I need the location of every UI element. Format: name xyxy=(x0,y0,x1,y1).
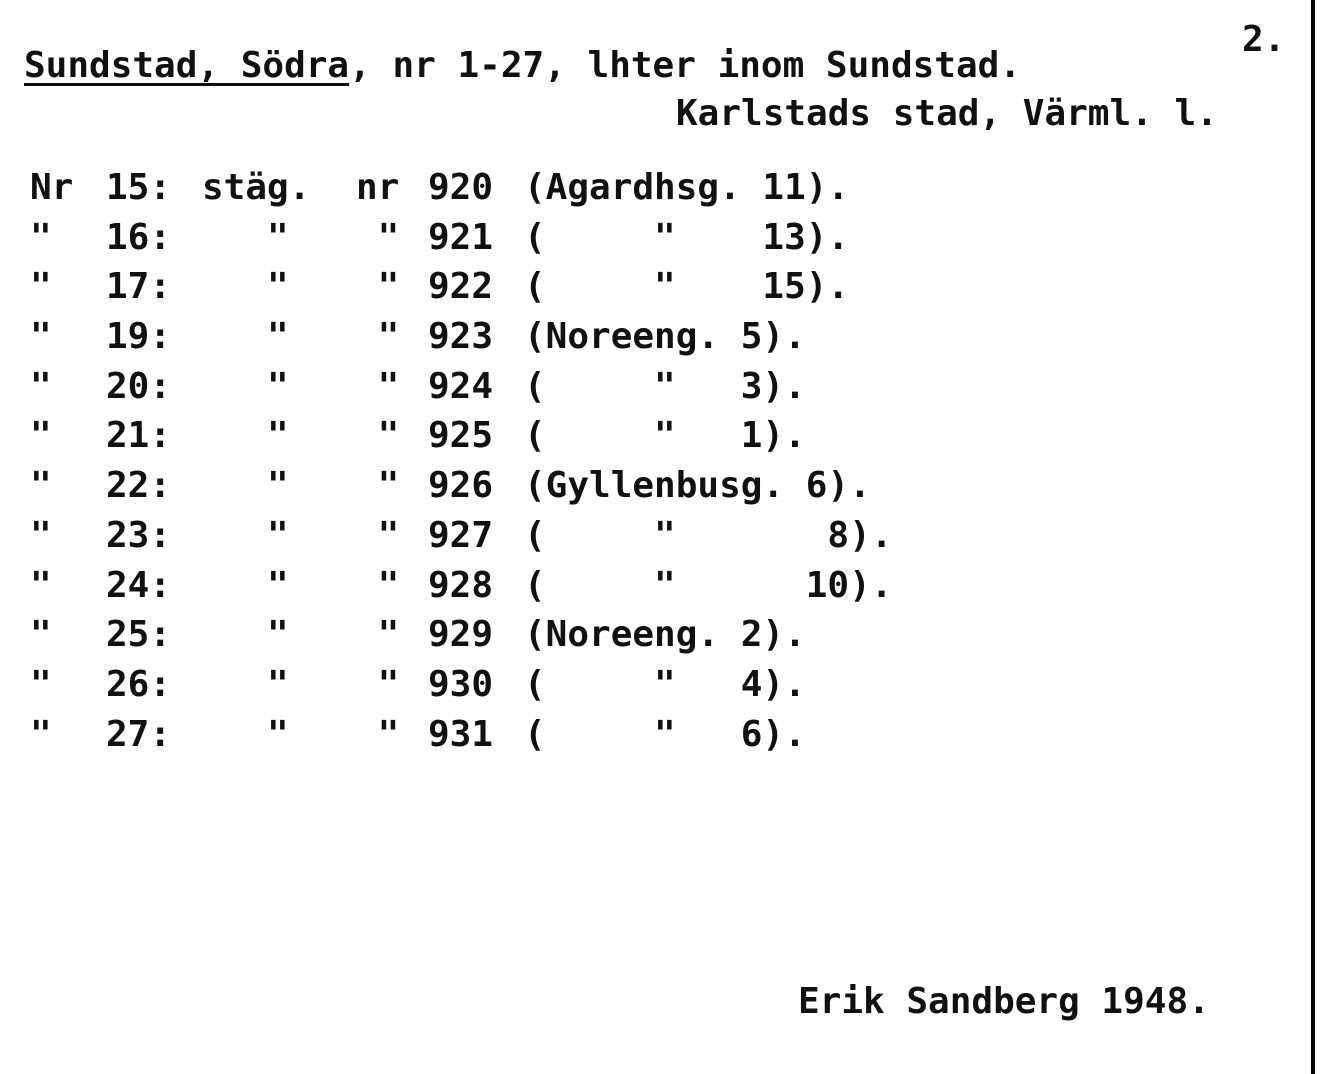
entry-number: 24: xyxy=(106,564,172,606)
title-place-name: Sundstad, Södra xyxy=(24,45,350,86)
entry-address: ( " 4). xyxy=(524,663,806,705)
entry-ditto-prefix: " xyxy=(30,266,52,308)
entry-nr-label: nr xyxy=(356,167,400,208)
entry-address: ( " 13). xyxy=(524,216,850,258)
entry-ditto-prefix: " xyxy=(30,514,52,556)
entry-nr-label: " xyxy=(356,564,400,606)
entry-ditto-prefix: " xyxy=(30,316,52,358)
entry-stag-number: 924 xyxy=(428,365,494,407)
entry-nr-label: " xyxy=(356,465,400,507)
entry-nr-label: " xyxy=(356,316,400,358)
entry-address: (Gyllenbusg. 6). xyxy=(524,465,871,507)
card-subtitle: Karlstads stad, Värml. l. xyxy=(676,93,1218,134)
card-edge xyxy=(1311,0,1315,1074)
entry-number: 26: xyxy=(106,663,172,705)
entry-stag-number: 920 xyxy=(428,167,494,208)
entry-number: 15: xyxy=(106,167,172,208)
entry-address: (Noreeng. 5). xyxy=(524,316,806,358)
entry-stag-label: " xyxy=(202,713,289,755)
entry-stag-number: 923 xyxy=(428,316,494,358)
entry-number: 22: xyxy=(106,465,172,507)
entry-stag-label: " xyxy=(202,465,289,507)
entry-number: 16: xyxy=(106,216,172,258)
entry-number: 21: xyxy=(106,415,172,457)
entry-ditto-prefix: " xyxy=(30,663,52,705)
entry-stag-label: " xyxy=(202,514,289,556)
entry-address: ( " 6). xyxy=(524,713,806,755)
entry-address: (Agardhsg. 11). xyxy=(524,167,850,208)
entry-address: ( " 15). xyxy=(524,266,850,308)
entry-number: 17: xyxy=(106,266,172,308)
entry-address: ( " 3). xyxy=(524,365,806,407)
entry-address: ( " 8). xyxy=(524,514,893,556)
entry-stag-label: " xyxy=(202,614,289,656)
entry-nr-label: " xyxy=(356,514,400,556)
entry-stag-number: 926 xyxy=(428,465,494,507)
entry-nr-label: " xyxy=(356,216,400,258)
entry-number: 27: xyxy=(106,713,172,755)
entry-stag-number: 921 xyxy=(428,216,494,258)
entry-nr-label: " xyxy=(356,663,400,705)
entry-stag-number: 929 xyxy=(428,614,494,656)
entry-stag-number: 922 xyxy=(428,266,494,308)
entry-stag-number: 931 xyxy=(428,713,494,755)
entry-number: 23: xyxy=(106,514,172,556)
entry-ditto-prefix: " xyxy=(30,713,52,755)
entry-nr-label: " xyxy=(356,415,400,457)
card-title xyxy=(24,44,1021,88)
entry-stag-label: stäg. xyxy=(202,167,311,208)
entry-stag-number: 928 xyxy=(428,564,494,606)
entry-ditto-prefix: Nr xyxy=(30,167,74,208)
entry-nr-label: " xyxy=(356,365,400,407)
entry-stag-label: " xyxy=(202,266,289,308)
entry-ditto-prefix: " xyxy=(30,365,52,407)
entry-ditto-prefix: " xyxy=(30,415,52,457)
entry-number: 19: xyxy=(106,316,172,358)
entry-stag-number: 930 xyxy=(428,663,494,705)
entry-ditto-prefix: " xyxy=(30,614,52,656)
signature: Erik Sandberg 1948. xyxy=(798,981,1210,1022)
entry-stag-label: " xyxy=(202,564,289,606)
title-description: , nr 1-27, lhter inom Sundstad. xyxy=(349,45,1021,86)
entry-number: 20: xyxy=(106,365,172,407)
entry-nr-label: " xyxy=(356,713,400,755)
entry-stag-label: " xyxy=(202,415,289,457)
entry-nr-label: " xyxy=(356,266,400,308)
entry-address: ( " 1). xyxy=(524,415,806,457)
entry-stag-label: " xyxy=(202,663,289,705)
entry-stag-label: " xyxy=(202,365,289,407)
entry-stag-number: 925 xyxy=(428,415,494,457)
entry-stag-number: 927 xyxy=(428,514,494,556)
card-number: 2. xyxy=(1242,19,1286,60)
entry-nr-label: " xyxy=(356,614,400,656)
entry-ditto-prefix: " xyxy=(30,465,52,507)
entry-stag-label: " xyxy=(202,216,289,258)
entry-number: 25: xyxy=(106,614,172,656)
entry-ditto-prefix: " xyxy=(30,564,52,606)
entry-stag-label: " xyxy=(202,316,289,358)
entry-address: ( " 10). xyxy=(524,564,893,606)
entry-address: (Noreeng. 2). xyxy=(524,614,806,656)
entry-ditto-prefix: " xyxy=(30,216,52,258)
